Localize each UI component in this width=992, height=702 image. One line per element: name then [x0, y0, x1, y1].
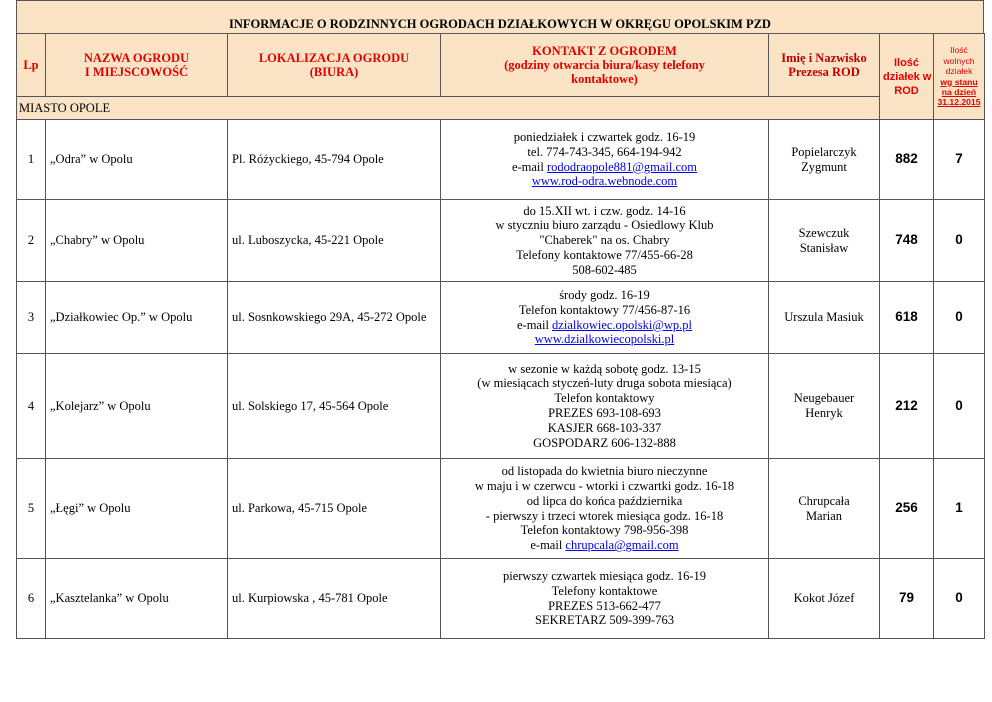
- contact-line: Telefon kontaktowy: [554, 391, 655, 406]
- plot-count: 882: [880, 120, 934, 200]
- table-body: [17, 120, 985, 639]
- header-president: Imię i Nazwisko Prezesa ROD: [769, 34, 880, 97]
- contact-line: [444, 538, 765, 553]
- plot-count: 618: [880, 282, 934, 354]
- contact-line: [444, 318, 765, 333]
- contact-line: Telefony kontaktowe 77/455-66-28: [516, 247, 693, 262]
- plot-count: 79: [880, 559, 934, 639]
- president-name-line: Kokot Józef: [793, 591, 855, 606]
- header-contact: KONTAKT Z OGRODEM (godziny otwarcia biura/kasy telefony kontaktowe): [441, 34, 769, 97]
- president-name-line: Marian: [805, 508, 843, 523]
- free-plot-count: 1: [934, 459, 985, 559]
- gardens-table: [16, 33, 985, 639]
- contact-line: pierwszy czwartek miesiąca godz. 16-19: [502, 568, 707, 583]
- contact-line: [444, 160, 765, 175]
- table-row: [17, 354, 985, 459]
- header-lp: Lp: [17, 34, 46, 97]
- contact-line: poniedziałek i czwartek godz. 16-19: [513, 129, 696, 144]
- contact-line: KASJER 668-103-337: [547, 420, 662, 435]
- contact-label: e-mail: [530, 538, 566, 553]
- president-name-line: Zygmunt: [801, 159, 847, 174]
- president-name: [769, 354, 880, 459]
- contact-line: do 15.XII wt. i czw. godz. 14-16: [523, 203, 686, 218]
- garden-name: „Odra” w Opolu: [46, 120, 228, 200]
- row-number: 6: [17, 559, 46, 639]
- table-header: [17, 34, 985, 120]
- plot-count: 256: [880, 459, 934, 559]
- president-name-line: Henryk: [805, 406, 843, 420]
- president-name-line: Szewczuk: [798, 225, 850, 240]
- garden-contact: [441, 200, 769, 282]
- contact-line: w sezonie w każdą sobotę godz. 13-15: [508, 361, 701, 376]
- garden-contact: [441, 282, 769, 354]
- president-name-line: Stanisław: [799, 240, 849, 255]
- contact-line: PREZES 513-662-477: [548, 598, 661, 613]
- president-name-line: Chrupcała: [798, 493, 850, 508]
- garden-name: „Kolejarz” w Opolu: [46, 354, 228, 459]
- free-plot-count: 0: [934, 200, 985, 282]
- president-name-line: Neugebauer: [793, 391, 855, 406]
- website-link[interactable]: www.dzialkowiecopolski.pl: [534, 332, 675, 347]
- contact-line: [444, 174, 765, 189]
- garden-location: Pl. Różyckiego, 45-794 Opole: [228, 120, 441, 200]
- email-link[interactable]: dzialkowiec.opolski@wp.pl: [552, 317, 693, 332]
- garden-name: „Kasztelanka” w Opolu: [46, 559, 228, 639]
- president-name: [769, 459, 880, 559]
- row-number: 4: [17, 354, 46, 459]
- contact-line: 508-602-485: [572, 262, 637, 277]
- contact-line: PREZES 693-108-693: [548, 406, 661, 420]
- garden-contact: [441, 559, 769, 639]
- contact-line: "Chaberek" na os. Chabry: [539, 233, 670, 248]
- contact-line: [444, 332, 765, 347]
- garden-location: ul. Parkowa, 45-715 Opole: [228, 459, 441, 559]
- garden-contact: [441, 354, 769, 459]
- president-name-line: Urszula Masiuk: [784, 310, 864, 325]
- garden-location: ul. Kurpiowska , 45-781 Opole: [228, 559, 441, 639]
- table-row: [17, 200, 985, 282]
- garden-name: „Chabry” w Opolu: [46, 200, 228, 282]
- header-plot-count: Ilość działek w ROD: [880, 34, 934, 120]
- president-name: [769, 200, 880, 282]
- garden-location: ul. Sosnkowskiego 29A, 45-272 Opole: [228, 282, 441, 354]
- contact-line: od lipca do końca października: [526, 493, 683, 508]
- website-link[interactable]: www.rod-odra.webnode.com: [531, 174, 678, 189]
- contact-line: GOSPODARZ 606-132-888: [533, 435, 676, 450]
- contact-label: e-mail: [516, 317, 553, 332]
- document-title: INFORMACJE O RODZINNYCH OGRODACH DZIAŁKOWYCH W OKRĘGU OPOLSKIM PZD: [16, 0, 984, 33]
- document-sheet: [16, 0, 984, 639]
- president-name-line: Popielarczyk: [791, 144, 857, 159]
- president-name: [769, 120, 880, 200]
- header-garden-location: LOKALIZACJA OGRODU (BIURA): [228, 34, 441, 97]
- row-number: 5: [17, 459, 46, 559]
- president-name: [769, 282, 880, 354]
- plot-count: 212: [880, 354, 934, 459]
- row-number: 1: [17, 120, 46, 200]
- header-garden-name: NAZWA OGRODU I MIEJSCOWOŚĆ: [46, 34, 228, 97]
- free-plot-count: 7: [934, 120, 985, 200]
- contact-line: w maju i w czerwcu - wtorki i czwartki godz. 16-18: [474, 478, 735, 493]
- email-link[interactable]: rododraopole881@gmail.com: [547, 159, 698, 174]
- table-row: [17, 120, 985, 200]
- contact-line: (w miesiącach styczeń-luty druga sobota miesiąca): [477, 376, 732, 391]
- garden-name: „Łęgi” w Opolu: [46, 459, 228, 559]
- header-free-plots: Ilość wolnych działek wg stanu na dzień 31.12.2015: [934, 34, 985, 120]
- garden-location: ul. Luboszycka, 45-221 Opole: [228, 200, 441, 282]
- garden-contact: [441, 459, 769, 559]
- plot-count: 748: [880, 200, 934, 282]
- row-number: 2: [17, 200, 46, 282]
- contact-line: tel. 774-743-345, 664-194-942: [527, 144, 682, 159]
- table-row: [17, 459, 985, 559]
- garden-location: ul. Solskiego 17, 45-564 Opole: [228, 354, 441, 459]
- contact-line: Telefony kontaktowe: [551, 583, 658, 598]
- garden-name: „Działkowiec Op.” w Opolu: [46, 282, 228, 354]
- email-link[interactable]: chrupcala@gmail.com: [565, 538, 679, 553]
- contact-line: od listopada do kwietnia biuro nieczynne: [501, 464, 708, 479]
- row-number: 3: [17, 282, 46, 354]
- contact-line: środy godz. 16-19: [559, 287, 650, 302]
- contact-line: SEKRETARZ 509-399-763: [535, 613, 674, 628]
- free-plot-count: 0: [934, 559, 985, 639]
- table-row: [17, 559, 985, 639]
- free-plot-count: 0: [934, 354, 985, 459]
- contact-line: - pierwszy i trzeci wtorek miesiąca godz. 16-18: [485, 508, 724, 523]
- free-plot-count: 0: [934, 282, 985, 354]
- section-city: MIASTO OPOLE: [17, 97, 880, 120]
- garden-contact: [441, 120, 769, 200]
- president-name: [769, 559, 880, 639]
- contact-line: w styczniu biuro zarządu - Osiedlowy Klub: [495, 218, 714, 233]
- table-row: [17, 282, 985, 354]
- contact-line: Telefon kontaktowy 798-956-398: [520, 523, 689, 538]
- contact-line: Telefon kontaktowy 77/456-87-16: [518, 302, 691, 317]
- contact-label: e-mail: [511, 159, 548, 174]
